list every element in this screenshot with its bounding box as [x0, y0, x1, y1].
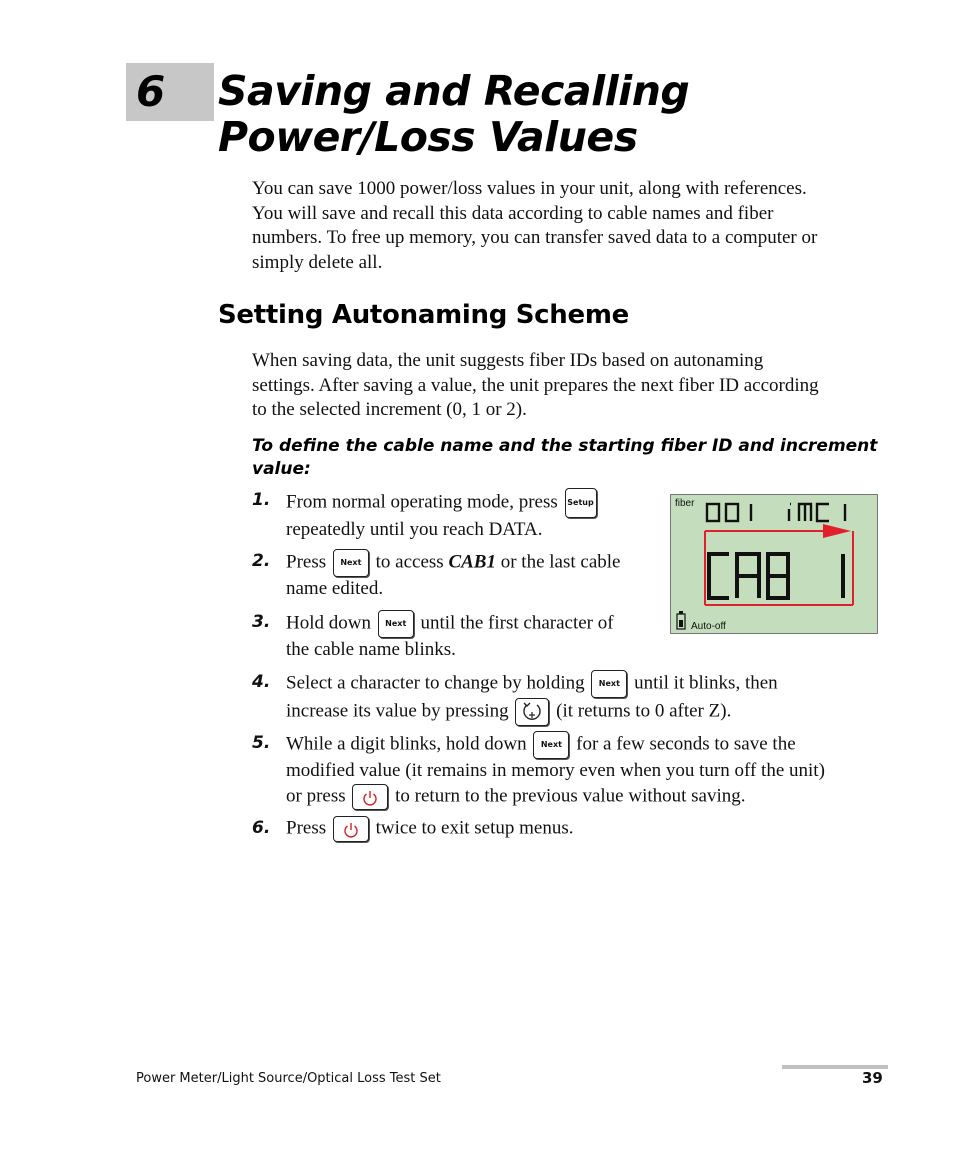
- next-key-label: Next: [598, 679, 620, 688]
- step-text-part: modified value (it remains in memory even when you turn off the unit): [286, 760, 825, 781]
- lcd-highlight-bracket: [705, 531, 853, 605]
- lcd-arrow-icon: [823, 524, 851, 538]
- step-text-part: to return to the previous value without saving.: [395, 784, 746, 806]
- step-text-part: Press: [286, 817, 327, 839]
- step-number: 6.: [252, 818, 271, 838]
- section-line: to the selected increment (0, 1 or 2).: [252, 399, 527, 421]
- step-number: 4.: [252, 672, 271, 692]
- lcd-autooff-label: Auto-off: [691, 621, 726, 632]
- power-glyph: [334, 817, 368, 841]
- power-key-icon: [352, 784, 388, 810]
- section-paragraph: [252, 349, 892, 423]
- step-text: [286, 549, 620, 602]
- up-arrow-key-icon: [515, 698, 549, 726]
- step-text-part: repeatedly until you reach DATA.: [286, 519, 543, 540]
- next-key-icon: [378, 610, 414, 638]
- chapter-number: 6: [136, 67, 166, 116]
- chapter-title-line-1: Saving and Recalling: [218, 67, 690, 115]
- setup-key-label: Setup: [567, 498, 594, 507]
- step-text-part: the cable name blinks.: [286, 639, 456, 660]
- page-number: 39: [862, 1069, 883, 1087]
- power-key-icon: [333, 816, 369, 842]
- next-key-label: Next: [540, 740, 562, 749]
- step-text-part: until the first character of: [420, 612, 614, 634]
- footer-title: Power Meter/Light Source/Optical Loss Test Set: [136, 1071, 441, 1086]
- step-text-part: From normal operating mode, press: [286, 491, 558, 513]
- lcd-segments: [671, 495, 877, 633]
- cable-name: CAB1: [448, 551, 496, 573]
- lcd-top-readout: [707, 504, 845, 521]
- step-text: [286, 488, 599, 543]
- next-key-icon: [591, 670, 627, 698]
- step-text: [286, 610, 614, 663]
- intro-line: numbers. To free up memory, you can transfer saved data to a computer or: [252, 227, 818, 249]
- step-text-part: Hold down: [286, 612, 371, 634]
- step-text: [286, 670, 778, 726]
- next-key-label: Next: [340, 558, 362, 567]
- lcd-main-readout: [709, 554, 843, 598]
- next-key-label: Next: [385, 619, 407, 628]
- section-heading: Setting Autonaming Scheme: [218, 300, 629, 330]
- step-text-part: or press: [286, 784, 346, 806]
- step-text-part: to access: [375, 551, 444, 573]
- intro-line: simply delete all.: [252, 251, 383, 273]
- chapter-title: [218, 68, 689, 160]
- step-text-part: Select a character to change by holding: [286, 672, 585, 694]
- chapter-title-line-2: Power/Loss Values: [218, 113, 638, 161]
- power-glyph: [353, 785, 387, 809]
- section-line: When saving data, the unit suggests fiber IDs based on autonaming: [252, 350, 764, 371]
- step-text-part: While a digit blinks, hold down: [286, 733, 527, 755]
- step-text-part: for a few seconds to save the: [576, 733, 796, 755]
- step-text-part: twice to exit setup menus.: [375, 817, 574, 839]
- procedure-heading: To define the cable name and the starting fiber ID and increment value:: [252, 436, 878, 479]
- step-text-part: Press: [286, 551, 327, 573]
- step-text-part: name edited.: [286, 578, 384, 599]
- lcd-display-illustration: [670, 494, 878, 634]
- intro-line: You can save 1000 power/loss values in your unit, along with references.: [252, 178, 807, 199]
- step-text-part: increase its value by pressing: [286, 700, 509, 722]
- section-line: settings. After saving a value, the unit prepares the next fiber ID according: [252, 374, 819, 396]
- up-arrow-glyph: [516, 699, 548, 725]
- intro-line: You will save and recall this data according to cable names and fiber: [252, 202, 774, 224]
- battery-icon: [677, 611, 685, 629]
- step-text-part: until it blinks, then: [634, 672, 778, 694]
- step-number: 2.: [252, 551, 271, 571]
- step-text: [286, 816, 574, 842]
- step-text-part: (it returns to 0 after Z).: [556, 700, 732, 722]
- step-number: 3.: [252, 612, 271, 632]
- lcd-fiber-label: fiber: [675, 498, 695, 509]
- next-key-icon: [333, 549, 369, 577]
- step-number: 1.: [252, 490, 271, 510]
- next-key-icon: [533, 731, 569, 759]
- setup-key-icon: [565, 488, 597, 518]
- intro-paragraph: [252, 177, 892, 275]
- step-text-part: or the last cable: [500, 551, 621, 573]
- step-number: 5.: [252, 733, 271, 753]
- step-text: [286, 731, 825, 810]
